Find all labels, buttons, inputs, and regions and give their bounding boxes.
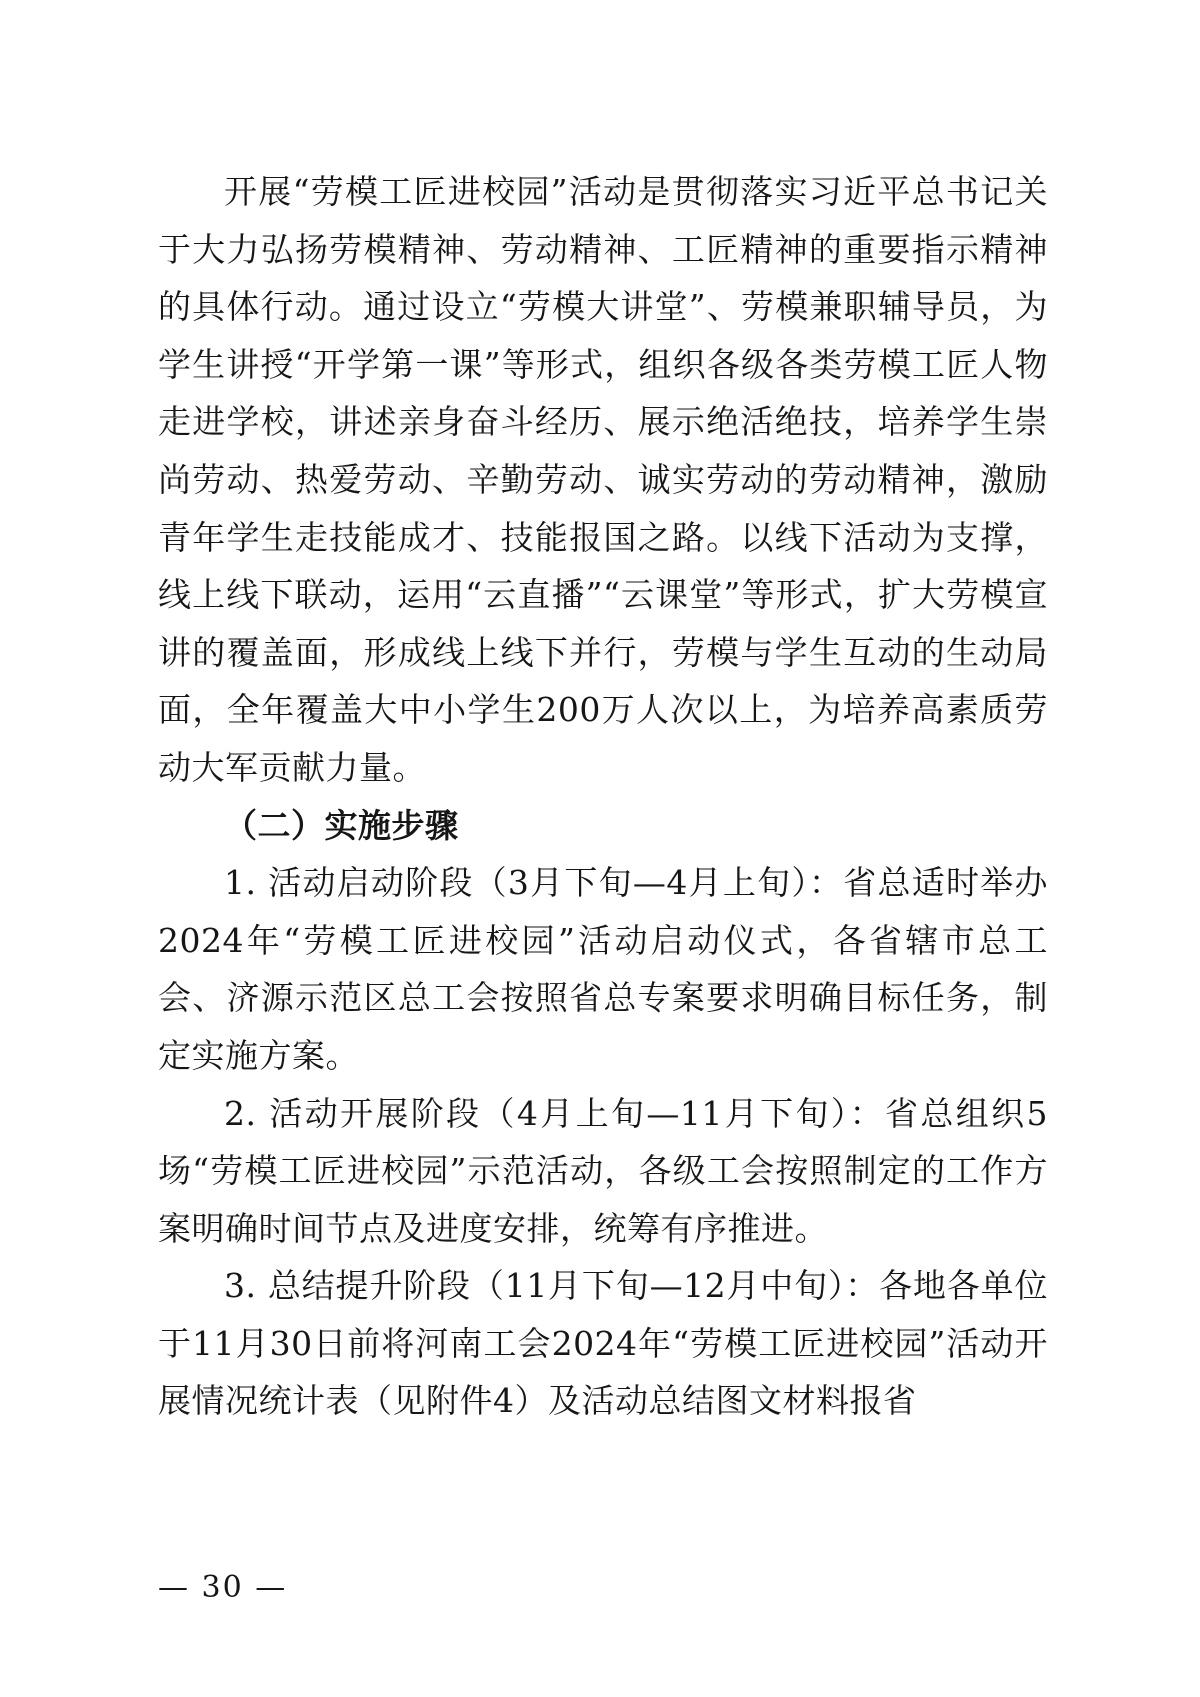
page-number: — 30 —: [158, 1570, 288, 1605]
intro-paragraph: 开展“劳模工匠进校园”活动是贯彻落实习近平总书记关于大力弘扬劳模精神、劳动精神、工匠精神的重要指示精神的具体行动。通过设立“劳模大讲堂”、劳模兼职辅导员，为学生讲授“开学第一课”等形式，组织各级各类劳模工匠人物走进学校，讲述亲身奋斗经历、展示绝活绝技，培养学生崇尚劳动、热爱劳动、辛勤劳动、诚实劳动的劳动精神，激励青年学生走技能成才、技能报国之路。以线下活动为支撑，线上线下联动，运用“云直播”“云课堂”等形式，扩大劳模宣讲的覆盖面，形成线上线下并行，劳模与学生互动的生动局面，全年覆盖大中小学生200万人次以上，为培养高素质劳动大军贡献力量。: [158, 172, 1048, 787]
document-body: [158, 163, 1048, 1430]
step-3-paragraph: 3. 总结提升阶段（11月下旬—12月中旬）：各地各单位于11月30日前将河南工会2024年“劳模工匠进校园”活动开展情况统计表（见附件4）及活动总结图文材料报省: [158, 1266, 1048, 1421]
section-heading: （二）实施步骤: [224, 805, 459, 845]
step-2-paragraph: 2. 活动开展阶段（4月上旬—11月下旬）：省总组织5场“劳模工匠进校园”示范活动，各级工会按照制定的工作方案明确时间节点及进度安排，统筹有序推进。: [158, 1093, 1048, 1248]
step-1-paragraph: 1. 活动启动阶段（3月下旬—4月上旬）：省总适时举办2024年“劳模工匠进校园”活动启动仪式，各省辖市总工会、济源示范区总工会按照省总专案要求明确目标任务，制定实施方案。: [158, 863, 1048, 1075]
